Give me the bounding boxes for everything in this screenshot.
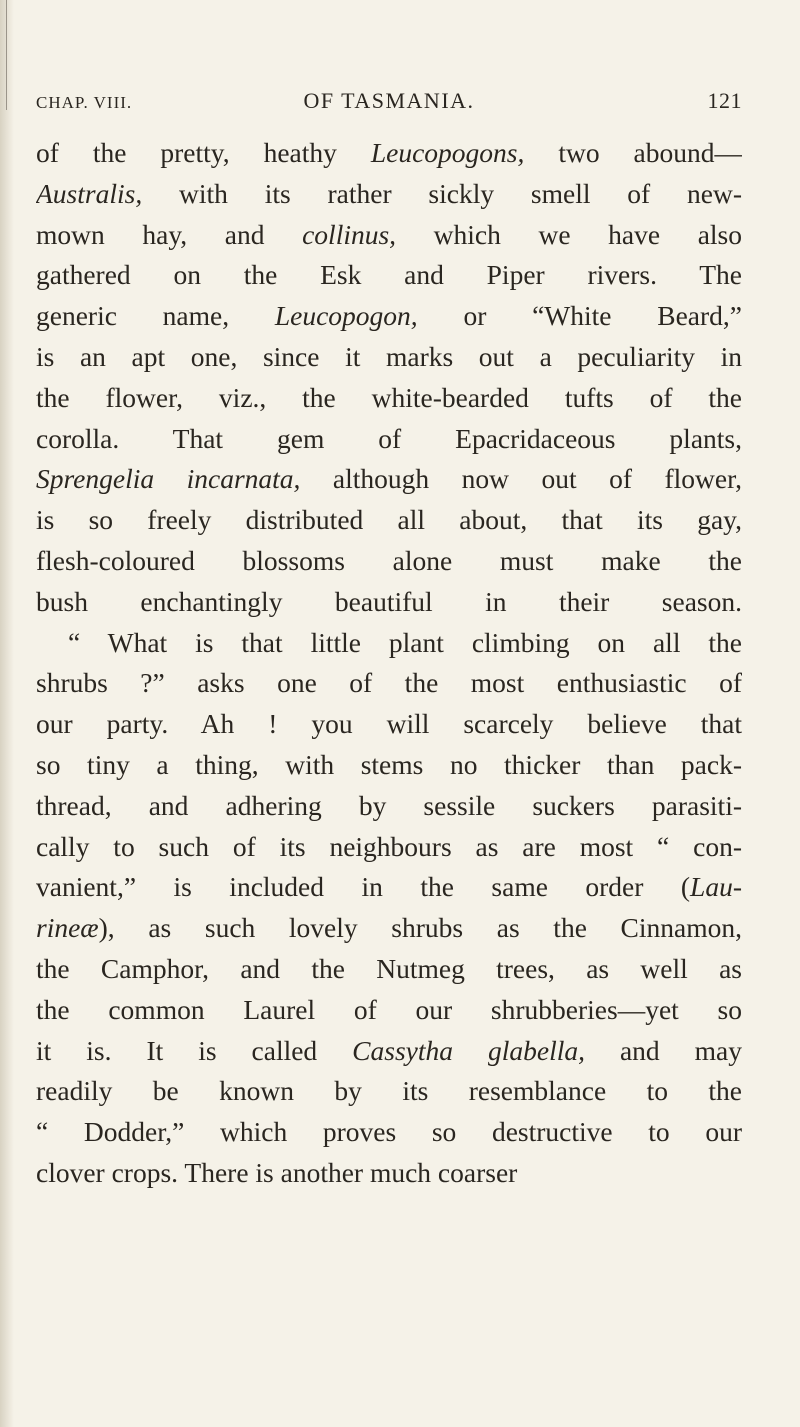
text-run: the common Laurel of our shrubberies—yet so: [36, 993, 742, 1025]
text-run: “ Dodder,” which proves so destructive to our: [36, 1116, 742, 1148]
text-run: vanient,” is included in the same order (: [36, 871, 691, 903]
text-run: corolla. That gem of Epacridaceous plants,: [36, 422, 742, 454]
text-run: clover crops. There is another much coarser: [36, 1156, 518, 1188]
body-text: [36, 133, 742, 1194]
text-line: [36, 786, 742, 827]
italic-term: Cassytha glabella,: [352, 1034, 585, 1066]
text-line: [36, 1153, 742, 1194]
text-line: [36, 582, 742, 623]
text-line: [36, 1112, 742, 1153]
text-run: of the pretty, heathy: [36, 137, 371, 168]
text-line: [36, 500, 742, 541]
text-line: [36, 1031, 742, 1072]
italic-term: Leucopogon,: [274, 300, 418, 332]
text-line: [36, 1071, 742, 1112]
text-run: with its rather sickly smell of new-: [142, 177, 742, 209]
text-line: [36, 949, 742, 990]
text-run: shrubs ?” asks one of the most enthusiastic of: [36, 667, 742, 699]
text-run: so tiny a thing, with stems no thicker than pack-: [36, 748, 742, 780]
page-gutter-edge: [0, 0, 14, 1427]
running-title: OF TASMANIA.: [303, 88, 475, 113]
text-run: generic name,: [36, 300, 275, 332]
text-run: the Camphor, and the Nutmeg trees, as well as: [36, 952, 742, 984]
text-run: is so freely distributed all about, that its gay,: [36, 504, 742, 536]
running-head: [36, 86, 742, 116]
text-line: [36, 990, 742, 1031]
text-run: although now out of flower,: [300, 463, 742, 495]
text-run: two abound—: [524, 137, 742, 168]
chapter-label: CHAP. VIII.: [36, 93, 133, 112]
text-run: and may: [584, 1034, 742, 1066]
text-run: thread, and adhering by sessile suckers parasiti-: [36, 789, 742, 821]
text-line: [36, 378, 742, 419]
text-line: [36, 459, 742, 500]
text-run: mown hay, and: [36, 218, 303, 250]
text-run: ), as such lovely shrubs as the Cinnamon,: [98, 912, 742, 944]
text-line: [36, 827, 742, 868]
text-run: or “White Beard,”: [417, 300, 742, 332]
text-run: bush enchantingly beautiful in their season.: [36, 585, 742, 617]
text-line: [36, 296, 742, 337]
text-line: [36, 133, 742, 174]
text-line: [36, 908, 742, 949]
text-run: it is. It is called: [36, 1034, 353, 1066]
text-line: [36, 255, 742, 296]
text-run: the flower, viz., the white-bearded tufts of the: [36, 381, 742, 413]
italic-term: rineæ: [36, 912, 99, 944]
text-run: “ What is that little plant climbing on all the: [68, 626, 742, 658]
text-line: [36, 867, 742, 908]
italic-term: Leucopogons,: [370, 137, 525, 168]
italic-term: Lau-: [690, 871, 742, 903]
text-line: [36, 174, 742, 215]
text-line: [36, 663, 742, 704]
text-line: [36, 419, 742, 460]
italic-term: Sprengelia incarnata,: [36, 463, 301, 495]
text-line: [36, 623, 742, 664]
page-number: 121: [707, 88, 742, 113]
text-run: our party. Ah ! you will scarcely believe that: [36, 708, 742, 740]
text-line: [36, 745, 742, 786]
text-run: is an apt one, since it marks out a peculiarity in: [36, 340, 742, 372]
text-run: which we have also: [396, 218, 742, 250]
italic-term: collinus,: [302, 218, 397, 250]
text-run: cally to such of its neighbours as are most “ con-: [36, 830, 742, 862]
text-run: gathered on the Esk and Piper rivers. The: [36, 259, 742, 291]
text-line: [36, 215, 742, 256]
text-line: [36, 704, 742, 745]
text-line: [36, 337, 742, 378]
text-run: readily be known by its resemblance to the: [36, 1075, 742, 1107]
text-run: flesh-coloured blossoms alone must make the: [36, 544, 742, 576]
italic-term: Australis,: [36, 177, 143, 209]
text-line: [36, 541, 742, 582]
